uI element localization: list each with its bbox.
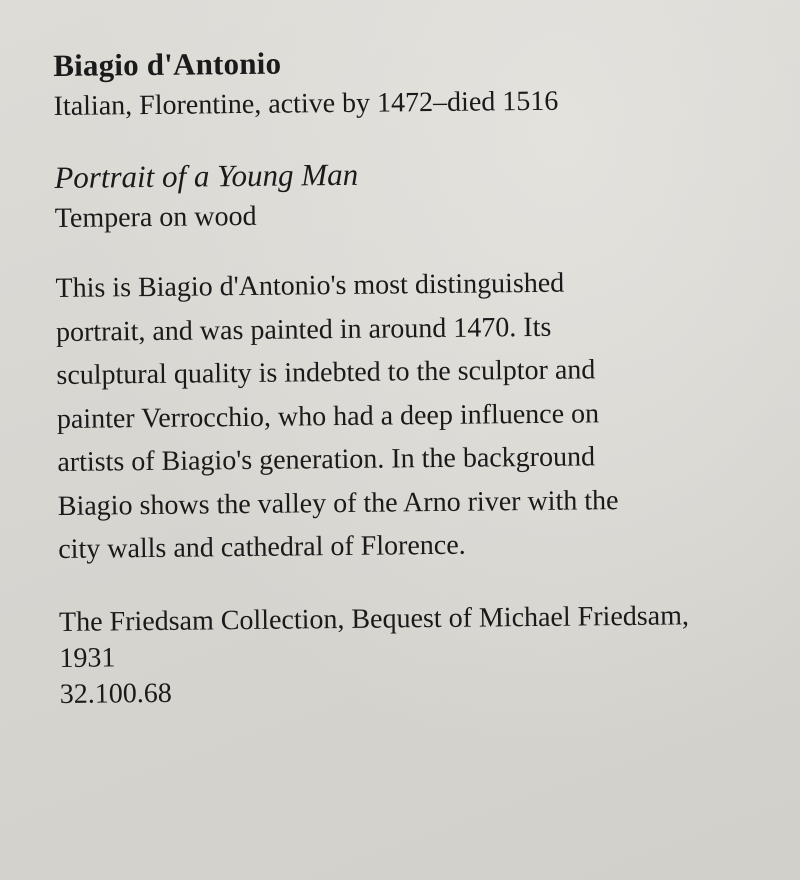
artwork-medium: Tempera on wood [54, 200, 257, 234]
description-line: sculptural quality is indebted to the sculptor and [56, 354, 596, 391]
description-line: portrait, and was painted in around 1470. Its [55, 311, 552, 348]
description-line: This is Biagio d'Antonio's most distinguished [55, 267, 565, 304]
artist-bio: Italian, Florentine, active by 1472–died 1516 [53, 85, 559, 122]
artwork-title: Portrait of a Young Man [54, 156, 359, 195]
artist-name: Biagio d'Antonio [53, 45, 282, 83]
description-line: painter Verrocchio, who had a deep influence on [56, 397, 600, 435]
credit-year: 1931 [59, 641, 116, 674]
description-line: Biagio shows the valley of the Arno river with the [57, 484, 619, 522]
artwork-description [55, 260, 728, 571]
label-text-block [53, 37, 780, 712]
credit-block [59, 597, 780, 713]
accession-number: 32.100.68 [59, 677, 172, 710]
description-line: artists of Biagio's generation. In the background [57, 441, 596, 478]
description-line: city walls and cathedral of Florence. [58, 529, 466, 565]
credit-line: The Friedsam Collection, Bequest of Michael Friedsam, [58, 599, 690, 638]
